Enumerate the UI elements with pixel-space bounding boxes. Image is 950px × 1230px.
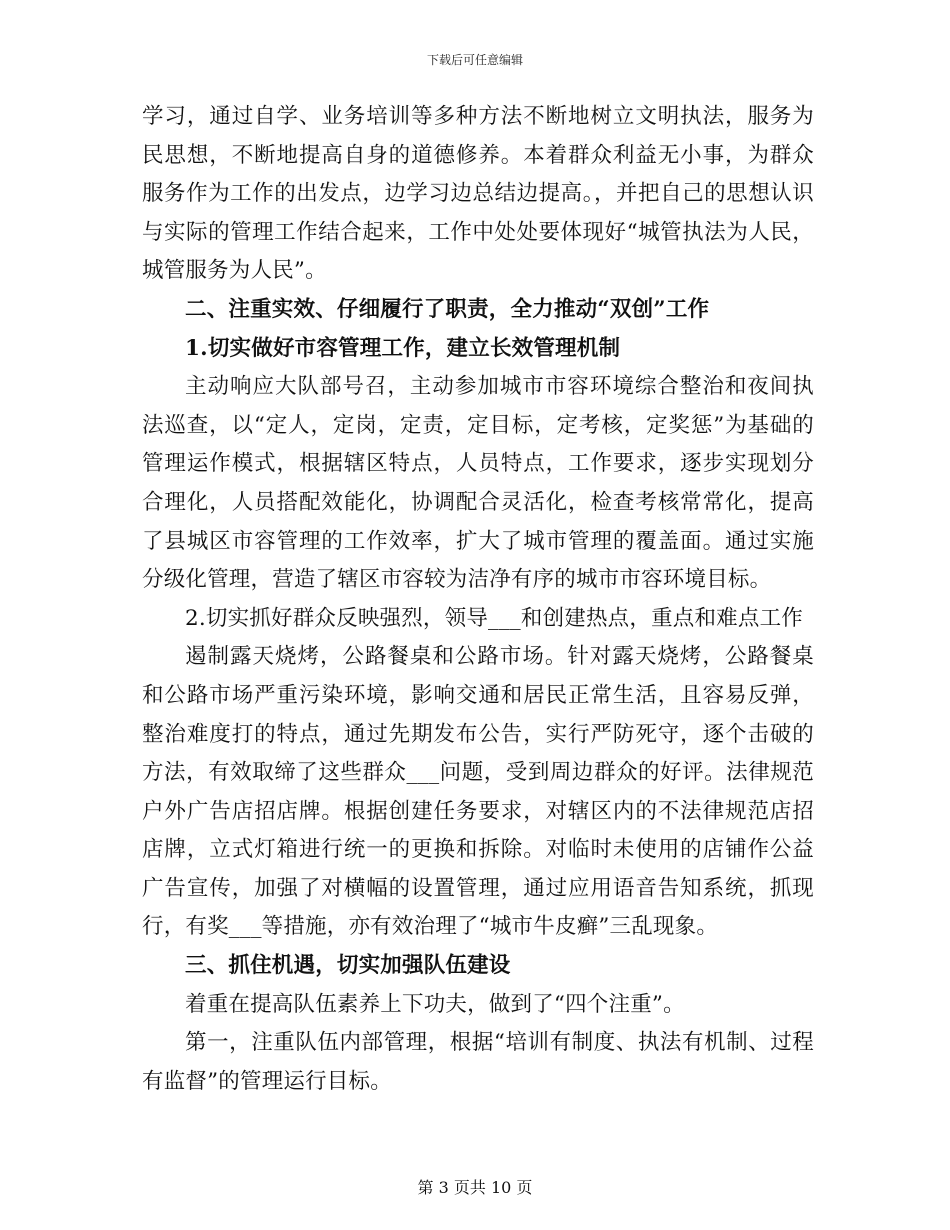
document-body bbox=[142, 98, 814, 1101]
paragraph-market-management: 主动响应大队部号召，主动参加城市市容环境综合整治和夜间执法巡查，以“定人，定岗，定责，定目标，定考核，定奖惩”为基础的管理运作模式，根据辖区特点，人员特点，工作要求，逐步实现划分合理化，人员搭配效能化，协调配合灵活化，检查考核常常化，提高了县城区市容管理的工作效率，扩大了城市管理的覆盖面。通过实施分级化管理，营造了辖区市容较为洁净有序的城市市容环境目标。 bbox=[142, 374, 814, 593]
paragraph-four-focuses: 着重在提高队伍素养上下功夫，做到了“四个注重”。 bbox=[185, 991, 685, 1017]
paragraph-first-focus: 第一，注重队伍内部管理，根据“培训有制度、执法有机制、过程有监督”的管理运行目标。 bbox=[142, 1030, 814, 1094]
section-heading-2: 二、注重实效、仔细履行了职责，全力推动“双创”工作 bbox=[185, 296, 710, 322]
paragraph-intro-continuation: 学习，通过自学、业务培训等多种方法不断地树立文明执法，服务为民思想，不断地提高自身的道德修养。本着群众利益无小事，为群众服务作为工作的出发点，边学习边总结边提高。，并把自己的思想认识与实际的管理工作结合起来，工作中处处要体现好“城管执法为人民，城管服务为人民”。 bbox=[142, 104, 814, 284]
subsection-heading-2-2: 2.切实抓好群众反映强烈，领导___和创建热点，重点和难点工作 bbox=[185, 605, 803, 631]
section-heading-3: 三、抓住机遇，切实加强队伍建设 bbox=[185, 953, 511, 979]
subsection-heading-2-1: 1.切实做好市容管理工作，建立长效管理机制 bbox=[185, 335, 621, 361]
page-header: 下载后可任意编辑 bbox=[426, 53, 523, 67]
paragraph-street-vendors: 遏制露天烧烤，公路餐桌和公路市场。针对露天烧烤，公路餐桌和公路市场严重污染环境，影响交通和居民正常生活，且容易反弹，整治难度打的特点，通过先期发布公告，实行严防死守，逐个击破的方法，有效取缔了这些群众___问题，受到周边群众的好评。法律规范户外广告店招店牌。根据创建任务要求，对辖区内的不法律规范店招店牌，立式灯箱进行统一的更换和拆除。对临时未使用的店铺作公益广告宣传，加强了对横幅的设置管理，通过应用语音告知系统，抓现行，有奖___等措施，亦有效治理了“城市牛皮癣”三乱现象。 bbox=[142, 644, 814, 940]
page-footer: 第 3 页共 10 页 bbox=[417, 1178, 533, 1197]
